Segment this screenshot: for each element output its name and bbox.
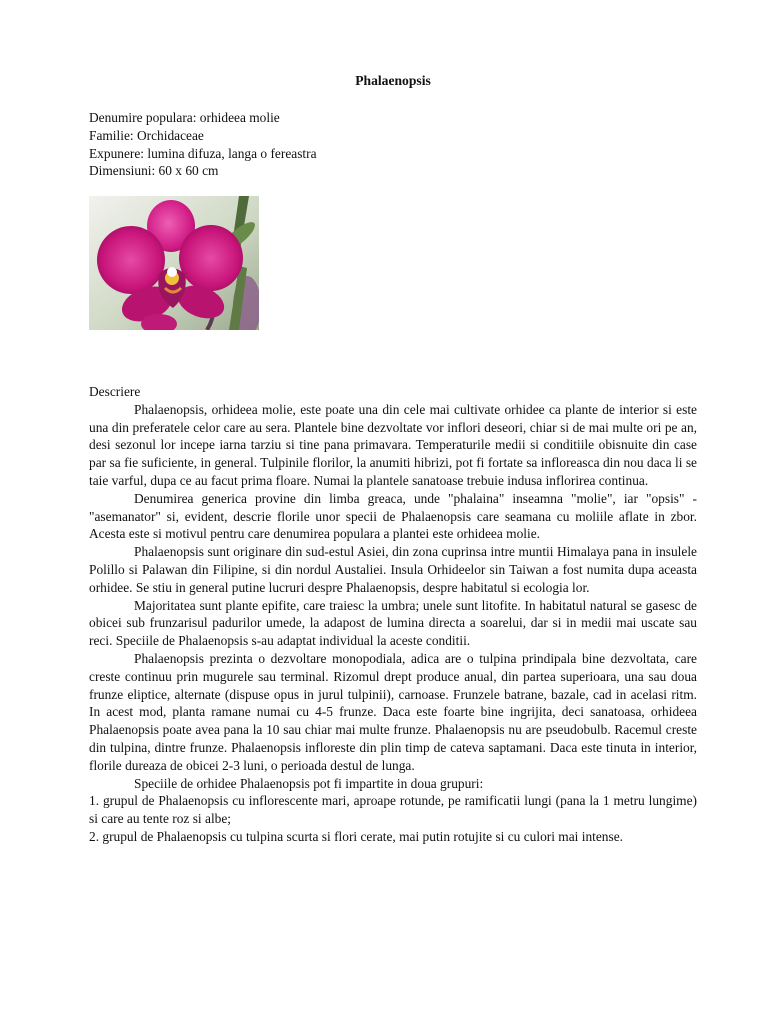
description-section xyxy=(89,383,697,846)
paragraph: Phalaenopsis prezinta o dezvoltare monopodiala, adica are o tulpina prindipala bine dezvoltata, care creste continuu prin mugurele sau terminal. Rizomul drept produce anual, din partea superioara, una sau doua frunze eliptice, alternate (dispuse opus in jurul tulpinii), carnoase. Frunzele batrane, bazale, cad in acelasi ritm. In acest mod, planta ramane numai cu 4-5 frunze. Daca este foarte bine ingrijita, deci sanatoasa, orhideea Phalaenopsis poate avea pana la 10 sau chiar mai multe frunze. Phalaenopsis nu are pseudobulb. Racemul creste din tulpina, dintre frunze. Phalaenopsis infloreste din plin timp de cateva saptamani. Daca este tinuta in interior, florile dureaza de obicei 2-3 luni, o perioada destul de lunga. xyxy=(89,650,697,773)
orchid-photo xyxy=(89,196,259,330)
plant-facts xyxy=(89,109,317,180)
exposure-line: Expunere: lumina difuza, langa o fereastra xyxy=(89,145,317,161)
section-heading: Descriere xyxy=(89,384,141,399)
paragraph: Speciile de orhidee Phalaenopsis pot fi impartite in doua grupuri: xyxy=(134,775,484,791)
family-line: Familie: Orchidaceae xyxy=(89,127,204,143)
paragraph: Phalaenopsis, orhideea molie, este poate una din cele mai cultivate orhidee ca plante de interior si este una din preferatele celor care au sera. Plantele bine dezvoltate vor inflori deseori, chiar si de mai multe ori pe an, desi sezonul lor incepe iarna tarziu si tine pana primavara. Temperaturile medii si conditiile obisnuite din case par sa fie suficiente, in general. Tulpinile florilor, la anumiti hibrizi, pot fi fortate sa infloreasca din nou daca li se taie varful, dupa ce au facut prima floare. Numai la plantele sanatoase trebuie indusa inflorirea continua. xyxy=(89,401,697,488)
document-title: Phalaenopsis xyxy=(355,73,431,88)
paragraph: Phalaenopsis sunt originare din sud-estul Asiei, din zona cuprinsa intre muntii Himalaya pana in insulele Polillo si Palawan din Filipine, si din nordul Austaliei. Insula Orhideelor sin Taiwan a fost numita dupa aceasta orhidee. Se stiu in general putine lucruri despre Phalaenopsis, despre habitatul si ecologia lor. xyxy=(89,544,697,595)
list-item: 2. grupul de Phalaenopsis cu tulpina scurta si flori cerate, mai putin rotujite si cu culori mai intense. xyxy=(89,828,624,844)
paragraph: Majoritatea sunt plante epifite, care traiesc la umbra; unele sunt litofite. In habitatul natural se gasesc de obicei sub frunzarisul padurilor umede, la adapost de lumina directa a soarelui, dar si in medii mai uscate sau reci. Speciile de Phalaenopsis s-au adaptat individual la aceste conditii. xyxy=(89,597,697,649)
popular-name-line: Denumire populara: orhideea molie xyxy=(89,110,280,125)
list-item: 1. grupul de Phalaenopsis cu inflorescente mari, aproape rotunde, pe ramificatii lungi (pana la 1 metru lungime) si care au tente roz si albe; xyxy=(89,793,697,827)
dimensions-line: Dimensiuni: 60 x 60 cm xyxy=(89,163,219,179)
paragraph: Denumirea generica provine din limba greaca, unde "phalaina" inseamna "molie", iar "opsis" - "asemanator" si, evident, descrie florile unor specii de Phalaenopsis care seamana cu moliile aflate in zbor. Acesta este si motivul pentru care denumirea populara a plantei este orhideea molie. xyxy=(89,490,697,542)
